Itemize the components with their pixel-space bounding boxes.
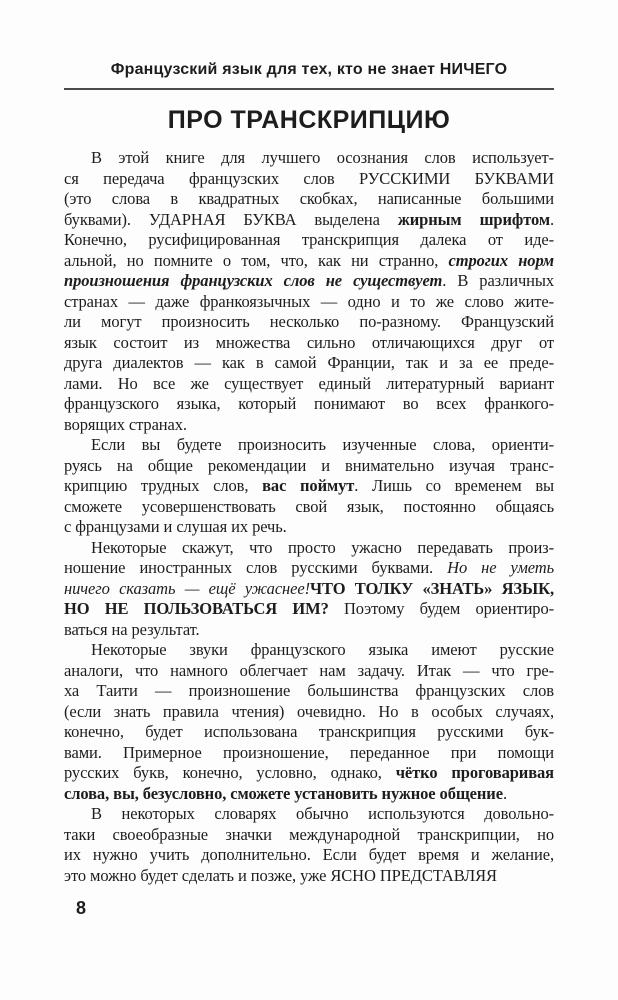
text-line: ваться на результат. <box>64 619 200 639</box>
body-text <box>64 148 554 886</box>
text-line: руясь на общие рекомендации и внимательно изучая транс- <box>64 455 554 475</box>
text-line: с французами и слушая их речь. <box>64 517 287 536</box>
text-line: ворящих странах. <box>64 414 187 434</box>
page-title: ПРО ТРАНСКРИПЦИЮ <box>167 106 451 134</box>
text-line: В этой книге для лучшего осознания слов использует- <box>91 148 554 167</box>
text-line: ничего сказать — ещё ужаснее!ЧТО ТОЛКУ «ЗНАТЬ» ЯЗЫК, <box>64 578 555 598</box>
text-line: альной, но помните о том, что, как ни странно, строгих норм <box>64 250 554 270</box>
text-line: вами. Примерное произношение, переданное при помощи <box>64 742 554 762</box>
text-line: ся передача французских слов РУССКИМИ БУКВАМИ <box>64 168 554 188</box>
text-line: таки своеобразные значки международной транскрипции, но <box>64 824 554 844</box>
text-line: буквами). УДАРНАЯ БУКВА выделена жирным шрифтом. <box>64 209 554 229</box>
text-line: крипцию трудных слов, вас поймут. Лишь со временем вы <box>64 476 555 495</box>
page-number: 8 <box>76 898 87 918</box>
text-line: это можно будет сделать и позже, уже ЯСНО ПРЕДСТАВЛЯЯ <box>64 865 497 885</box>
running-header: Французский язык для тех, кто не знает НИЧЕГО <box>110 61 508 78</box>
text-line: их нужно учить дополнительно. Если будет время и желание, <box>64 845 554 864</box>
text-line: лами. Но все же существует единый литературный вариант <box>64 373 554 393</box>
text-line: слова, вы, безусловно, сможете установить нужное общение. <box>64 783 507 803</box>
header-rule <box>64 88 554 90</box>
text-line: ха Таити — произношение большинства французских слов <box>64 681 554 700</box>
text-line: русских букв, конечно, условно, однако, чётко проговаривая <box>64 763 554 782</box>
text-line: Если вы будете произносить изученные слова, ориенти- <box>91 435 554 454</box>
text-line: (это слова в квадратных скобках, написанные большими <box>64 189 554 208</box>
text-line: Некоторые скажут, что просто ужасно передавать произ- <box>91 537 554 557</box>
text-line: (если знать правила чтения) очевидно. Но в особых случаях, <box>64 701 554 721</box>
text-line: Конечно, русифицированная транскрипция далека от иде- <box>64 230 554 249</box>
text-line: Некоторые звуки французского языка имеют русские <box>91 640 554 659</box>
text-line: друга диалектов — как в самой Франции, так и за ее преде- <box>64 353 554 372</box>
text-line: конечно, будет использована транскрипция русскими бук- <box>64 722 554 741</box>
text-line: ношение иностранных слов русскими буквами. Но не уметь <box>64 558 554 577</box>
text-line: странах — даже франкоязычных — одно и то же слово жите- <box>64 291 554 311</box>
text-line: язык состоит из множества сильно отличающихся друг от <box>64 332 554 352</box>
text-line: НО НЕ ПОЛЬЗОВАТЬСЯ ИМ? Поэтому будем ориентиро- <box>64 599 554 618</box>
text-line: ли могут произносить несколько по-разному. Французский <box>64 312 554 331</box>
text-line: аналоги, что намного облегчает нам задачу. Итак — что гре- <box>64 660 554 680</box>
text-line: произношения французских слов не существует. В различных <box>64 271 555 290</box>
text-line: В некоторых словарях обычно используются довольно- <box>91 804 554 823</box>
text-line: сможете усовершенствовать свой язык, постоянно общаясь <box>64 496 554 516</box>
text-line: французского языка, который понимают во всех франкого- <box>64 394 554 413</box>
